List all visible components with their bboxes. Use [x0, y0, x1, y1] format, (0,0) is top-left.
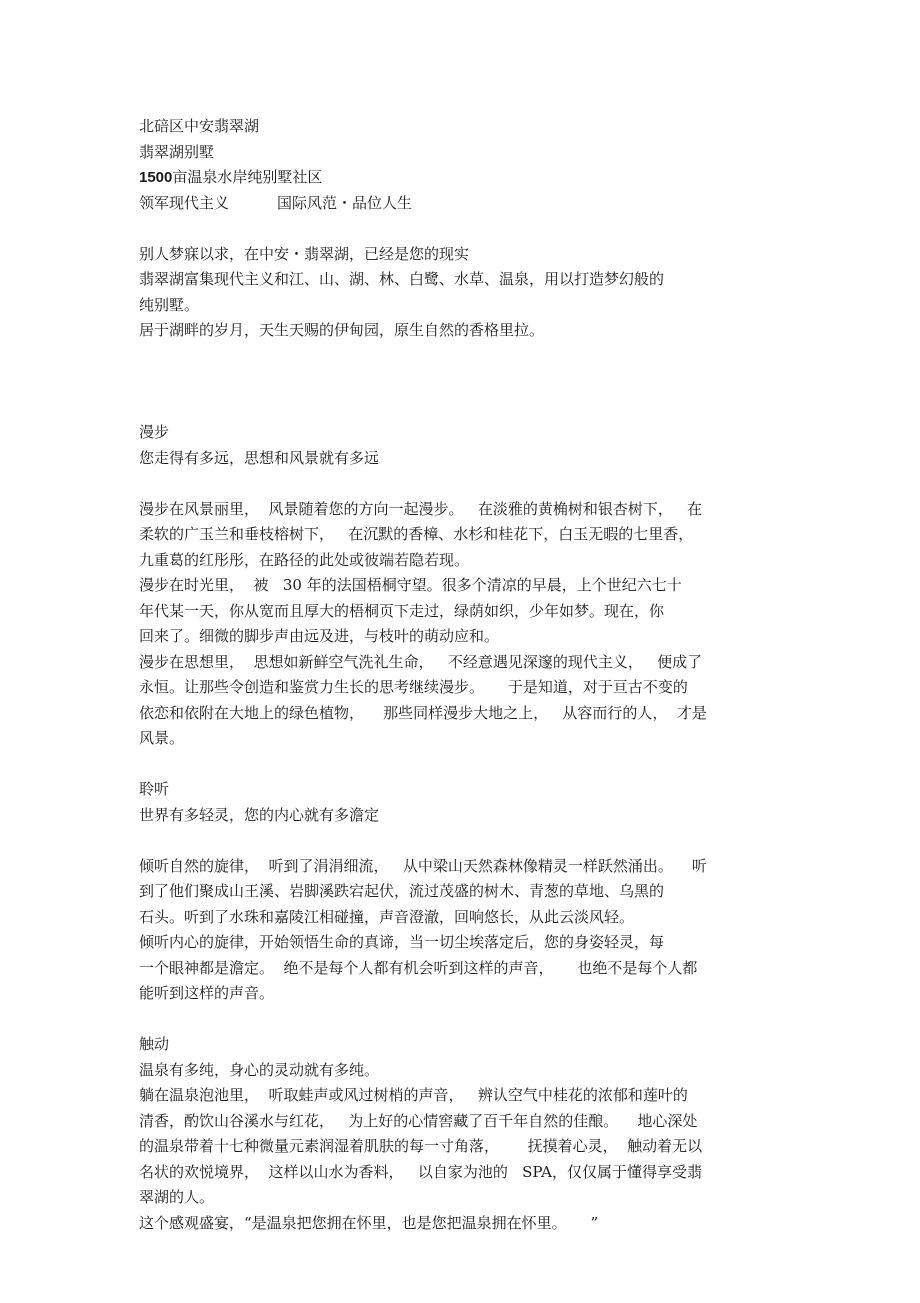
document-body	[139, 114, 784, 1236]
slogan-left: 领军现代主义	[139, 193, 230, 212]
paragraph-line: 石头。听到了水珠和嘉陵江相碰撞，声音澄澈，回响悠长，从此云淡风轻。	[139, 907, 635, 926]
intro-line: 居于湖畔的岁月，天生天赐的伊甸园，原生自然的香格里拉。	[139, 321, 545, 339]
paragraph-line: 名状的欢悦境界， 这样以山水为香料， 以自家为池的 SPA，仅仅属于懂得享受翡	[139, 1162, 702, 1181]
paragraph-line: 清香，酌饮山谷溪水与红花， 为上好的心情窖藏了百千年自然的佳酿。 地心深处	[139, 1111, 698, 1130]
section-title-stroll: 漫步	[139, 423, 170, 441]
slogan	[139, 191, 784, 217]
section-title-touch: 触动	[139, 1035, 170, 1053]
paragraph-line: 漫步在思想里， 思想如新鲜空气洗礼生命， 不经意遇见深邃的现代主义， 便成了	[139, 652, 703, 671]
section-subtitle-stroll: 您走得有多远，思想和风景就有多远	[139, 448, 380, 467]
slogan-right: 国际风范・品位人生	[277, 193, 413, 212]
paragraph-line: 这个感观盛宴，“是温泉把您拥在怀里，也是您把温泉拥在怀里。 ”	[139, 1213, 599, 1232]
intro-line: 别人梦寐以求，在中安・翡翠湖，已经是您的现实	[139, 244, 470, 263]
paragraph-line: 倾听自然的旋律， 听到了涓涓细流， 从中梁山天然森林像精灵一样跃然涌出。 听	[139, 856, 707, 875]
paragraph-line: 翠湖的人。	[139, 1188, 215, 1206]
project-name: 翡翠湖别墅	[139, 142, 215, 161]
paragraph-line: 能听到这样的声音。	[139, 984, 275, 1002]
paragraph-line: 九重葛的红彤彤，在路径的此处或彼端若隐若现。	[139, 550, 470, 569]
paragraph-line: 回来了。细微的脚步声由远及进，与枝叶的萌动应和。	[139, 627, 500, 645]
paragraph-line: 依恋和依附在大地上的绿色植物， 那些同样漫步大地之上， 从容而行的人， 才是	[139, 703, 707, 722]
paragraph-line: 漫步在时光里， 被 30 年的法国梧桐守望。很多个清凉的早晨，上个世纪六七十	[139, 576, 682, 594]
paragraph-line: 的温泉带着十七种微量元素润湿着肌肤的每一寸角落， 抚摸着心灵， 触动着无以	[139, 1137, 703, 1155]
paragraph-line: 倾听内心的旋律，开始领悟生命的真谛，当一切尘埃落定后，您的身姿轻灵，每	[139, 933, 665, 951]
intro-line: 翡翠湖富集现代主义和江、山、湖、林、白鹭、水草、温泉，用以打造梦幻般的	[139, 270, 665, 288]
paragraph-line: 躺在温泉泡池里， 听取蛙声或风过树梢的声音， 辨认空气中桂花的浓郁和莲叶的	[139, 1086, 688, 1104]
tagline	[139, 165, 784, 191]
intro-line: 纯别墅。	[139, 295, 200, 314]
paragraph-line: 风景。	[139, 729, 185, 747]
section-title-listen: 聆听	[139, 780, 170, 798]
paragraph-line: 年代某一天，你从宽而且厚大的梧桐页下走过，绿荫如织，少年如梦。现在，你	[139, 601, 665, 620]
section-subtitle-touch: 温泉有多纯，身心的灵动就有多纯。	[139, 1060, 380, 1079]
paragraph-line: 漫步在风景丽里， 风景随着您的方向一起漫步。 在淡雅的黄桷树和银杏树下， 在	[139, 499, 703, 518]
tagline-text: 亩温泉水岸纯别墅社区	[172, 168, 323, 186]
section-subtitle-listen: 世界有多轻灵，您的内心就有多澹定	[139, 805, 380, 824]
paragraph-line: 永恒。让那些令创造和鉴赏力生长的思考继续漫步。 于是知道，对于亘古不变的	[139, 678, 688, 696]
paragraph-line: 到了他们聚成山王溪、岩脚溪跌宕起伏，流过茂盛的树木、青葱的草地、乌黑的	[139, 882, 665, 900]
location-line: 北碚区中安翡翠湖	[139, 117, 260, 135]
paragraph-line: 柔软的广玉兰和垂枝榕树下， 在沉默的香樟、水杉和桂花下，白玉无暇的七里香，	[139, 525, 694, 543]
paragraph-line: 一个眼神都是澹定。 绝不是每个人都有机会听到这样的声音， 也绝不是每个人都	[139, 958, 698, 977]
tagline-number: 1500	[139, 169, 173, 186]
